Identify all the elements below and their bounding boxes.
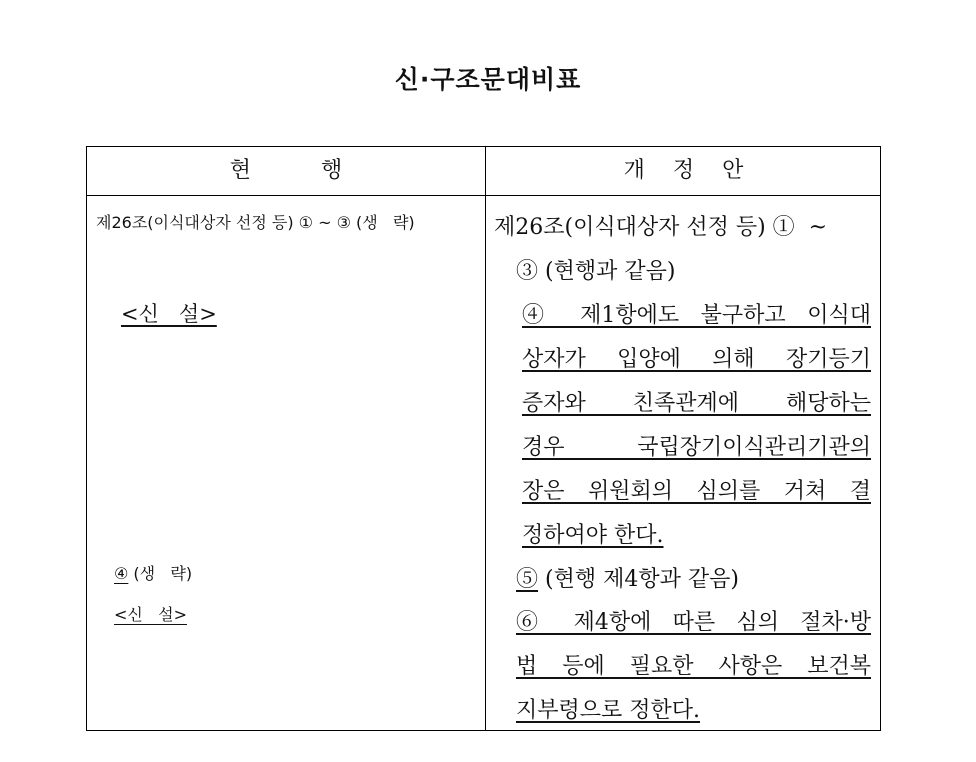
left-item-4 (114, 561, 192, 584)
right-para-4-line2: 상자가 입양에 의해 장기등기 (522, 347, 871, 372)
right-para-4-line5: 장은 위원회의 심의를 거쳐 결 (522, 479, 871, 504)
left-new-placeholder-1: <신 설> (121, 302, 217, 326)
right-para-5-text: (현행 제4항과 같음) (538, 567, 739, 592)
left-article-26: 제26조(이식대상자 선정 등) ① ~ ③ (생 략) (96, 213, 415, 232)
left-new-placeholder-2: <신 설> (114, 605, 187, 624)
header-divider (87, 195, 880, 196)
right-para-4-line6: 정하여야 한다. (522, 523, 664, 548)
header-revised: 개 정 안 (623, 158, 744, 183)
right-article-26-line2: ③ (현행과 같음) (516, 259, 676, 284)
right-para-4-line3: 증자와 친족관계에 해당하는 (522, 391, 871, 416)
header-current: 현 행 (229, 158, 343, 183)
right-para-4-line1: ④ 제1항에도 불구하고 이식대 (522, 303, 871, 328)
right-para-6-line2: 법 등에 필요한 사항은 보건복 (516, 654, 871, 679)
left-item-4-text: (생 략) (128, 564, 193, 583)
left-item-4-num: ④ (114, 564, 129, 583)
right-article-26-line1: 제26조(이식대상자 선정 등) ① ~ (494, 215, 828, 240)
column-divider (485, 147, 486, 730)
document-title: 신·구조문대비표 (394, 65, 582, 94)
right-para-5 (516, 562, 739, 593)
right-para-5-num: ⑤ (516, 567, 539, 592)
right-para-4-line4: 경우 국립장기이식관리기관의 (522, 435, 871, 460)
right-para-6-line3: 지부령으로 정한다. (516, 698, 701, 723)
right-para-6-line1: ⑥ 제4항에 따른 심의 절차·방 (516, 610, 871, 635)
